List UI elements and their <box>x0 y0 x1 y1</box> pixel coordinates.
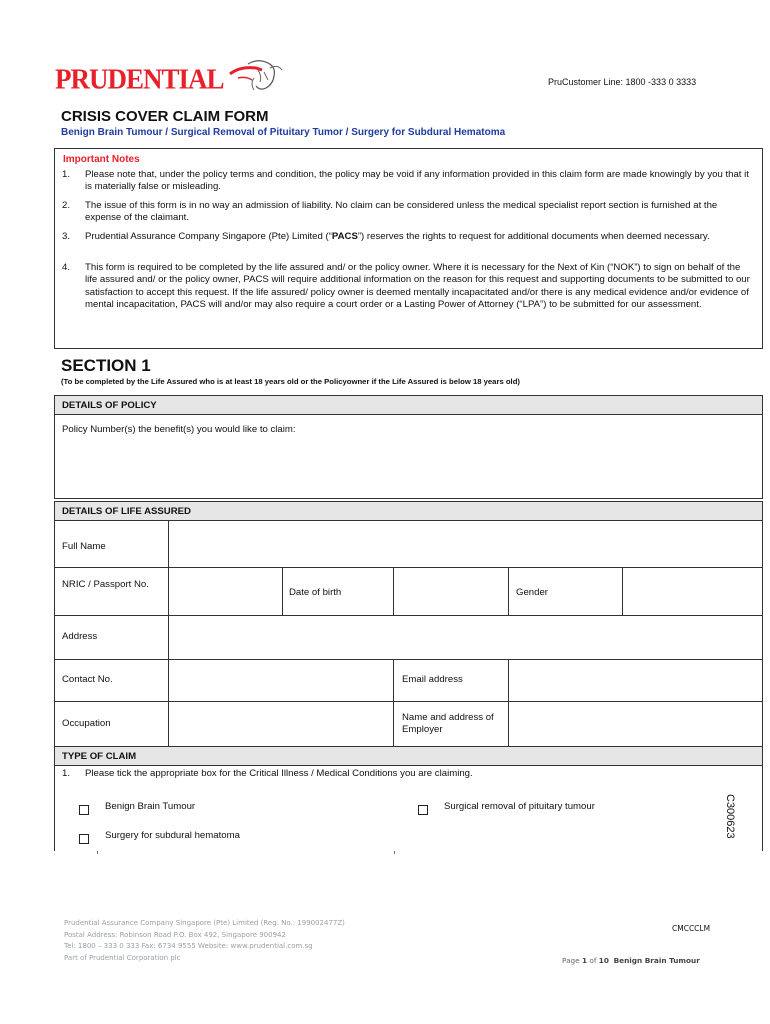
form-title: CRISIS COVER CLAIM FORM <box>61 108 269 125</box>
gender-field[interactable] <box>622 567 763 616</box>
policy-number-label: Policy Number(s) the benefit(s) you would like to claim: <box>62 424 296 435</box>
employer-field[interactable] <box>508 701 763 747</box>
nric-label-cell <box>54 567 169 616</box>
prudential-logo-text: PRUDENTIAL <box>55 63 224 95</box>
footer-address: Prudential Assurance Company Singapore (Pte) Limited (Reg. No.: 199002477Z) Postal Address: Robinson Road P.O. Box 492, Singapore 900942 Tel: 1800 – 333 0 333 Fax: 6734 9555 Website: www.prudential.com.sg Part of Prudential Corporation plc <box>64 919 345 962</box>
footer-page-number: Page 1 of 10 Benign Brain Tumour <box>562 956 700 965</box>
footer-form-code: CMCCCLM <box>672 924 711 933</box>
employer-label-cell <box>393 701 509 747</box>
email-field[interactable] <box>508 659 763 702</box>
gender-label-cell <box>508 567 623 616</box>
option-pituitary-tumour: Surgical removal of pituitary tumour <box>444 801 595 812</box>
option-benign-brain-tumour: Benign Brain Tumour <box>105 801 196 812</box>
full-name-label-cell <box>54 520 169 568</box>
policy-header: DETAILS OF POLICY <box>54 395 763 415</box>
email-label: Email address <box>402 674 463 685</box>
form-subtitle: Benign Brain Tumour / Surgical Removal of Pituitary Tumor / Surgery for Subdural Hematoma <box>61 127 506 138</box>
checkbox-benign-brain-tumour[interactable] <box>79 805 89 815</box>
life-assured-header: DETAILS OF LIFE ASSURED <box>54 501 763 521</box>
claim-question-number: 1. <box>62 768 71 779</box>
claim-question: Please tick the appropriate box for the Critical Illness / Medical Conditions you are claiming. <box>85 768 473 779</box>
gender-label: Gender <box>516 587 548 598</box>
important-notes-box <box>54 148 763 349</box>
address-field[interactable] <box>168 615 763 660</box>
claim-type-body <box>54 765 763 851</box>
employer-label: Name and address of Employer <box>402 712 494 735</box>
full-name-label: Full Name <box>62 541 106 552</box>
policy-number-field[interactable] <box>54 414 763 499</box>
prudence-head-icon <box>228 58 284 94</box>
nric-label: NRIC / Passport No. <box>62 579 149 590</box>
address-label: Address <box>62 631 98 642</box>
dob-field[interactable] <box>393 567 509 616</box>
dob-label: Date of birth <box>289 587 342 598</box>
checkbox-pituitary-tumour[interactable] <box>418 805 428 815</box>
dob-label-cell <box>282 567 394 616</box>
note-item: 1. Please note that, under the policy terms and condition, the policy may be void if any information provided in this claim form are made knowingly by you that it is materially false or misleading. <box>62 169 749 193</box>
form-side-code: C300623 <box>724 794 736 839</box>
option-subdural-hematoma: Surgery for subdural hematoma <box>105 830 240 841</box>
full-name-field[interactable] <box>168 520 763 568</box>
occupation-field[interactable] <box>168 701 394 747</box>
divider-tick <box>97 851 98 854</box>
divider-tick <box>394 851 395 854</box>
contact-label-cell <box>54 659 169 702</box>
occupation-label: Occupation <box>62 718 111 729</box>
section-note: (To be completed by the Life Assured who is at least 18 years old or the Policyowner if the Life Assured is below 18 years old) <box>61 377 520 386</box>
claim-type-header: TYPE OF CLAIM <box>54 746 763 766</box>
occupation-label-cell <box>54 701 169 747</box>
note-item: 4. This form is required to be completed by the life assured and/ or the policy owner. Where it is necessary for the Next of Kin (“NOK”) to sign on behalf of the life assured and/ or the policy owner, PACS will require additional information on the reason for this request and supporting documents to be submitted to our satisfaction to accept this request. If the life assured/ policy owner is deemed mentally incapacitated and/or there is any medical evidence and/or evidence of mental incapacitation, PACS will and/or may also require a court order or a Lasting Power of Attorney (“LPA”) to be submitted for our assessment. <box>62 262 750 311</box>
checkbox-subdural-hematoma[interactable] <box>79 834 89 844</box>
address-label-cell <box>54 615 169 660</box>
contact-field[interactable] <box>168 659 394 702</box>
notes-title: Important Notes <box>63 154 140 165</box>
nric-field[interactable] <box>168 567 283 616</box>
email-label-cell <box>393 659 509 702</box>
contact-label: Contact No. <box>62 674 113 685</box>
customer-line: PruCustomer Line: 1800 -333 0 3333 <box>548 77 697 87</box>
note-item: 2. The issue of this form is in no way an admission of liability. No claim can be considered unless the medical specialist report section is furnished at the expense of the claimant. <box>62 200 718 224</box>
note-item: 3. Prudential Assurance Company Singapore (Pte) Limited (“PACS”) reserves the rights to request for additional documents when deemed necessary. <box>62 231 710 242</box>
section-title: SECTION 1 <box>61 356 151 375</box>
